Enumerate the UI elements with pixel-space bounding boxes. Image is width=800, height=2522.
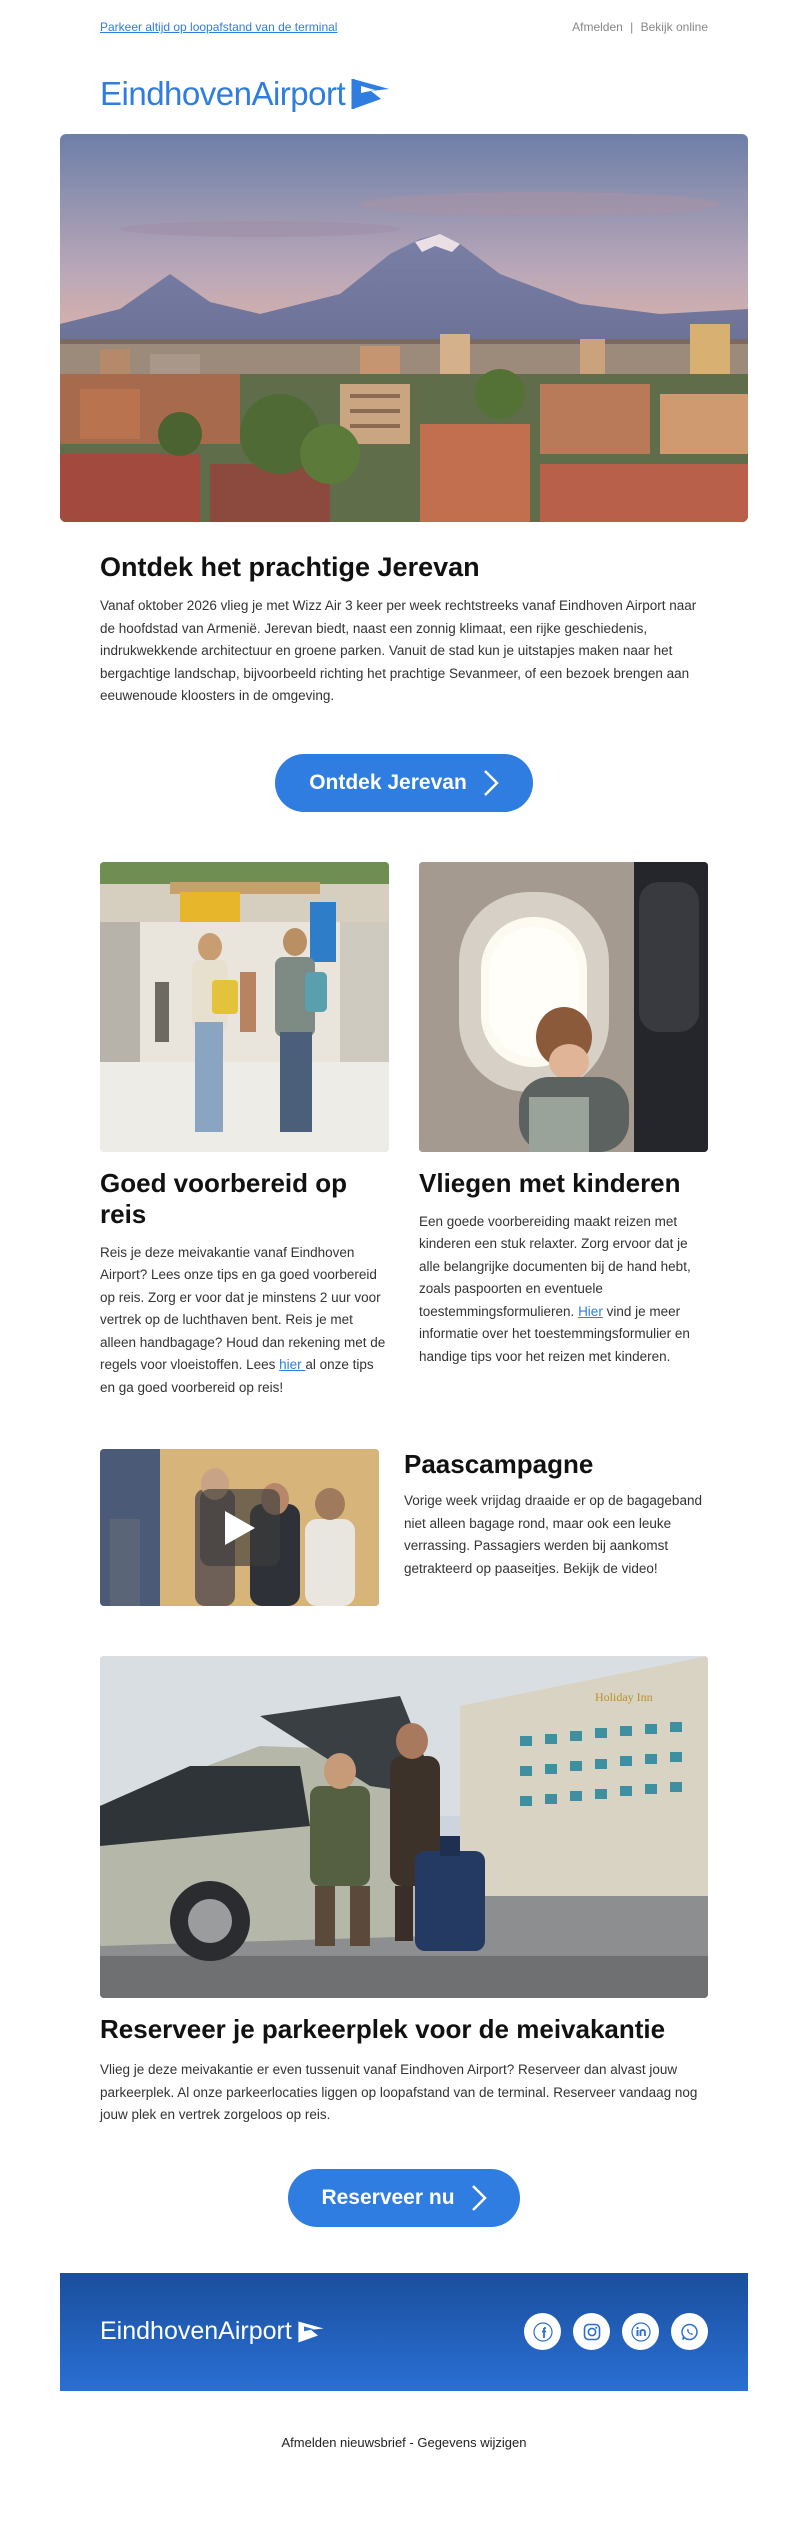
discover-jerevan-label: Ontdek Jerevan (309, 770, 467, 794)
hero-image (60, 134, 748, 522)
intro-section (60, 552, 748, 708)
separator: | (630, 20, 634, 34)
logo-row (60, 58, 748, 130)
left-article-text-after: al onze tips en ga goed voorbereid op reis! (100, 1357, 374, 1395)
video-article (404, 1449, 708, 1606)
video-text: Vorige week vrijdag draaide er op de bagageband niet alleen bagage rond, maar ook een leuke verrassing. Passagiers werden bij aankomst getrakteerd op paaseitjes. Bekijk de video! (404, 1493, 702, 1576)
footer-logo-text: EindhovenAirport (100, 2317, 292, 2345)
right-article-link[interactable]: Hier (578, 1303, 603, 1319)
intro-button-row (60, 754, 748, 812)
logo[interactable]: EindhovenAirport (100, 75, 346, 112)
video-title: Paascampagne (404, 1449, 594, 1479)
footer-band (60, 2273, 748, 2391)
right-article-text-before: Een goede voorbereiding maakt reizen met kinderen een stuk relaxter. Zorg ervoor dat je alle belangrijke documenten bij de hand hebt, zoals paspoorten en eventuele toestemmingsformulieren. (419, 1213, 691, 1319)
parking-image (100, 1656, 708, 1998)
newsletter-unsubscribe-link[interactable]: Afmelden nieuwsbrief (281, 2434, 406, 2450)
parking-title: Reserveer je parkeerplek voor de meivakantie (100, 2014, 666, 2044)
left-article-text (100, 1242, 389, 1400)
right-article-title: Vliegen met kinderen (419, 1167, 681, 1198)
kids-flying-image (419, 862, 708, 1152)
right-article (419, 862, 708, 1400)
right-article-text (419, 1211, 708, 1369)
bottom-separator: - (405, 2434, 418, 2450)
video-section (60, 1449, 748, 1606)
top-bar (60, 0, 748, 58)
parking-text: Vlieg je deze meivakantie er even tussenuit vanaf Eindhoven Airport? Reserveer dan alvast jouw parkeerplek. Al onze parkeerlocaties liggen op loopafstand van de terminal. Reserveer vandaag nog jouw plek en vertrek zorgeloos op reis. (100, 2062, 698, 2122)
social-icons (524, 2313, 708, 2350)
linkedin-icon[interactable] (622, 2313, 659, 2350)
chevron-right-icon (483, 769, 499, 797)
reserve-now-button[interactable] (288, 2169, 520, 2227)
reserve-now-label: Reserveer nu (321, 2185, 455, 2209)
play-button[interactable] (200, 1489, 280, 1566)
instagram-icon[interactable] (573, 2313, 610, 2350)
view-online-link[interactable]: Bekijk online (640, 20, 708, 34)
parking-section (60, 1656, 748, 2127)
facebook-icon[interactable] (524, 2313, 561, 2350)
parking-button-row (60, 2169, 748, 2227)
two-column-section (60, 862, 748, 1400)
footer-logo-flag-icon (297, 2320, 325, 2344)
parking-link[interactable]: Parkeer altijd op loopafstand van de terminal (100, 20, 338, 34)
intro-title: Ontdek het prachtige Jerevan (100, 552, 480, 582)
travel-prep-image (100, 862, 389, 1152)
email-container (60, 0, 748, 2450)
unsubscribe-link[interactable]: Afmelden (572, 20, 623, 34)
footer-logo[interactable] (100, 2317, 325, 2346)
bottom-links (60, 2435, 748, 2450)
logo-flag-icon (351, 77, 391, 111)
left-article (100, 862, 389, 1400)
discover-jerevan-button[interactable] (275, 754, 533, 812)
top-links (572, 20, 708, 58)
left-article-title: Goed voorbereid op reis (100, 1167, 348, 1229)
right-article-text-after: vind je meer informatie over het toestemmingsformulier en handige tips voor het reizen met kinderen. (419, 1303, 690, 1364)
chevron-right-icon (471, 2184, 487, 2212)
edit-details-link[interactable]: Gegevens wijzigen (417, 2434, 527, 2450)
whatsapp-icon[interactable] (671, 2313, 708, 2350)
intro-text: Vanaf oktober 2026 vlieg je met Wizz Air 3 keer per week rechtstreeks vanaf Eindhoven Airport naar de hoofdstad van Armenië. Jerevan biedt, naast een zonnig klimaat, een rijke geschiedenis, indrukwekkende architectuur en groene parken. Vanuit de stad kun je uitstapjes maken naar het bergachtige landschap, bijvoorbeeld richting het prachtige Sevanmeer, of een bezoek brengen aan eeuwenoude kloosters in de omgeving. (100, 598, 697, 703)
jerevan-illustration (60, 134, 748, 522)
left-article-text-before: Reis je deze meivakantie vanaf Eindhoven Airport? Lees onze tips en ga goed voorbereid op reis. Zorg er voor dat je minstens 2 uur voor vertrek op de luchthaven bent. Reis je met alleen handbagage? Houd dan rekening met de regels voor vloeistoffen. Lees (100, 1244, 386, 1372)
left-article-link[interactable]: hier (279, 1357, 306, 1372)
hotel-sign: Holiday Inn (595, 1690, 653, 1704)
play-icon (223, 1509, 257, 1547)
video-thumbnail[interactable] (100, 1449, 379, 1606)
